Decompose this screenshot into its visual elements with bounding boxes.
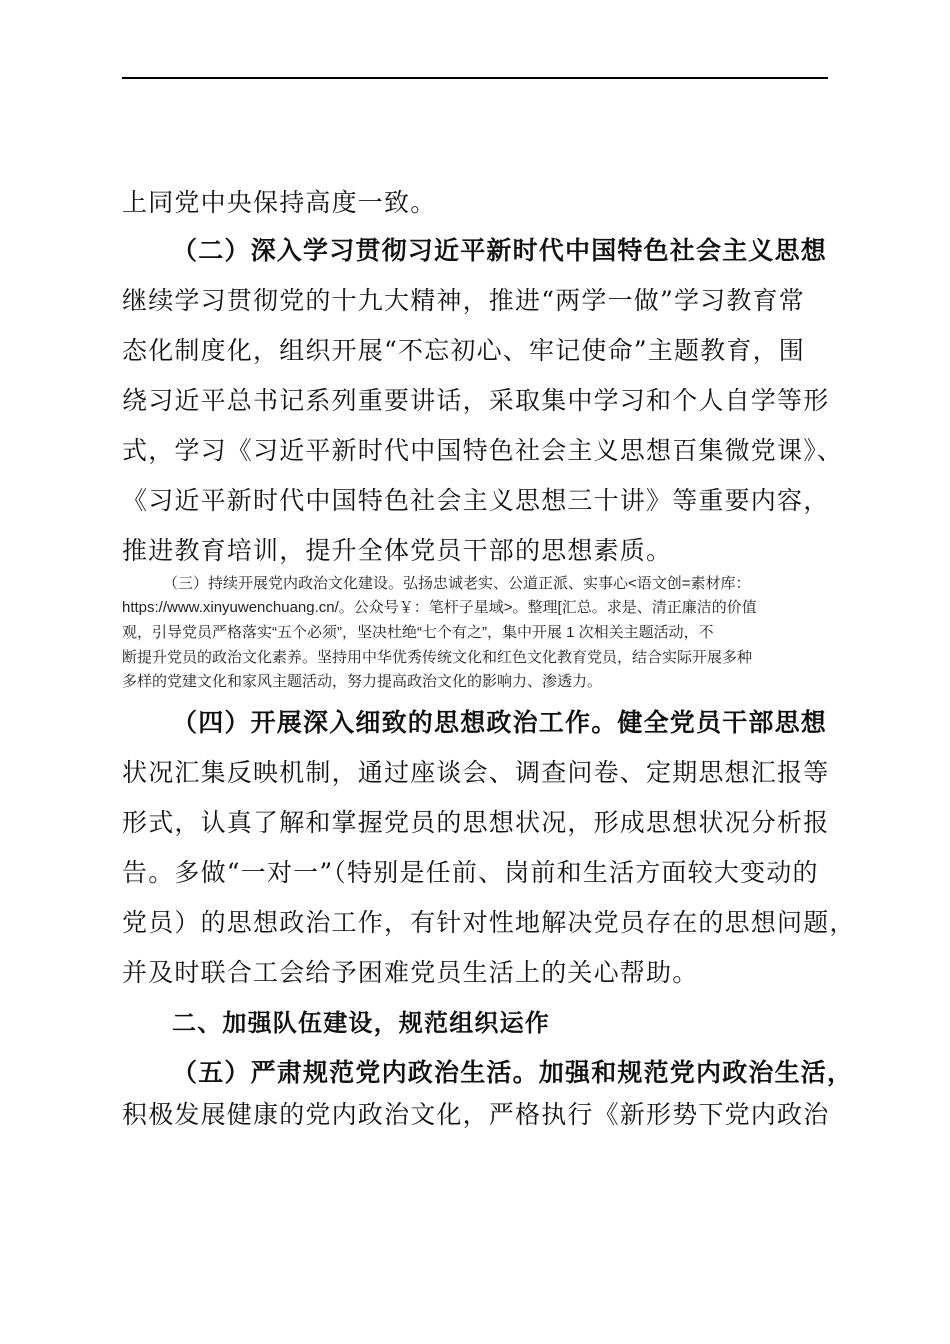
chapter-heading: 二、加强队伍建设，规范组织运作 [172,1009,550,1037]
small-text-line: 观，引导党员严格落实“五个必须”，坚决杜绝“七个有之”，集中开展 1 次相关主题活动，不 [122,624,714,641]
text-line: 绕习近平总书记系列重要讲话，采取集中学习和个人自学等形 [122,386,830,415]
small-text-line: （三）持续开展党内政治文化建设。弘扬忠诚老实、公道正派、实事心<语文创=素材库： [163,575,751,592]
header-rule [122,77,828,79]
text-line: 状况汇集反映机制，通过座谈会、调查问卷、定期思想汇报等 [122,758,830,787]
text-line: 积极发展健康的党内政治文化，严格执行《新形势下党内政治 [122,1100,830,1129]
text-line: 式，学习《习近平新时代中国特色社会主义思想百集微党课》、 [122,436,844,465]
small-text-line: https://www.xinyuwenchuang.cn/。公众号￥：笔杆子星域>。整理[汇总。求是、清正廉洁的价值 [122,599,757,616]
small-text-line: 多样的党建文化和家风主题活动，努力提高政治文化的影响力、渗透力。 [122,673,603,690]
section-title-4: （四）开展深入细致的思想政治工作。健全党员干部思想 [172,708,828,737]
section-title-2: （二）深入学习贯彻习近平新时代中国特色社会主义思想 [172,236,828,265]
section-title-5: （五）严肃规范党内政治生活。加强和规范党内政治生活， [172,1058,854,1087]
text-line: 并及时联合工会给予困难党员生活上的关心帮助。 [122,958,699,987]
small-text-line: 断提升党员的政治文化素养。坚持用中华优秀传统文化和红色文化教育党员，结合实际开展多种 [122,649,753,666]
text-line: 《习近平新时代中国特色社会主义思想三十讲》等重要内容， [122,486,830,515]
text-line: 上同党中央保持高度一致。 [122,188,437,217]
text-line: 形式，认真了解和掌握党员的思想状况，形成思想状况分析报 [122,808,830,837]
text-line: 推进教育培训，提升全体党员干部的思想素质。 [122,536,673,565]
text-line: 继续学习贯彻党的十九大精神，推进“两学一做”学习教育常 [122,286,805,315]
text-line: 党员）的思想政治工作，有针对性地解决党员存在的思想问题， [122,908,856,937]
text-line: 态化制度化，组织开展“不忘初心、牢记使命”主题教育，围 [122,336,805,365]
text-line: 告。多做“一对一”（特别是任前、岗前和生活方面较大变动的 [122,858,819,887]
